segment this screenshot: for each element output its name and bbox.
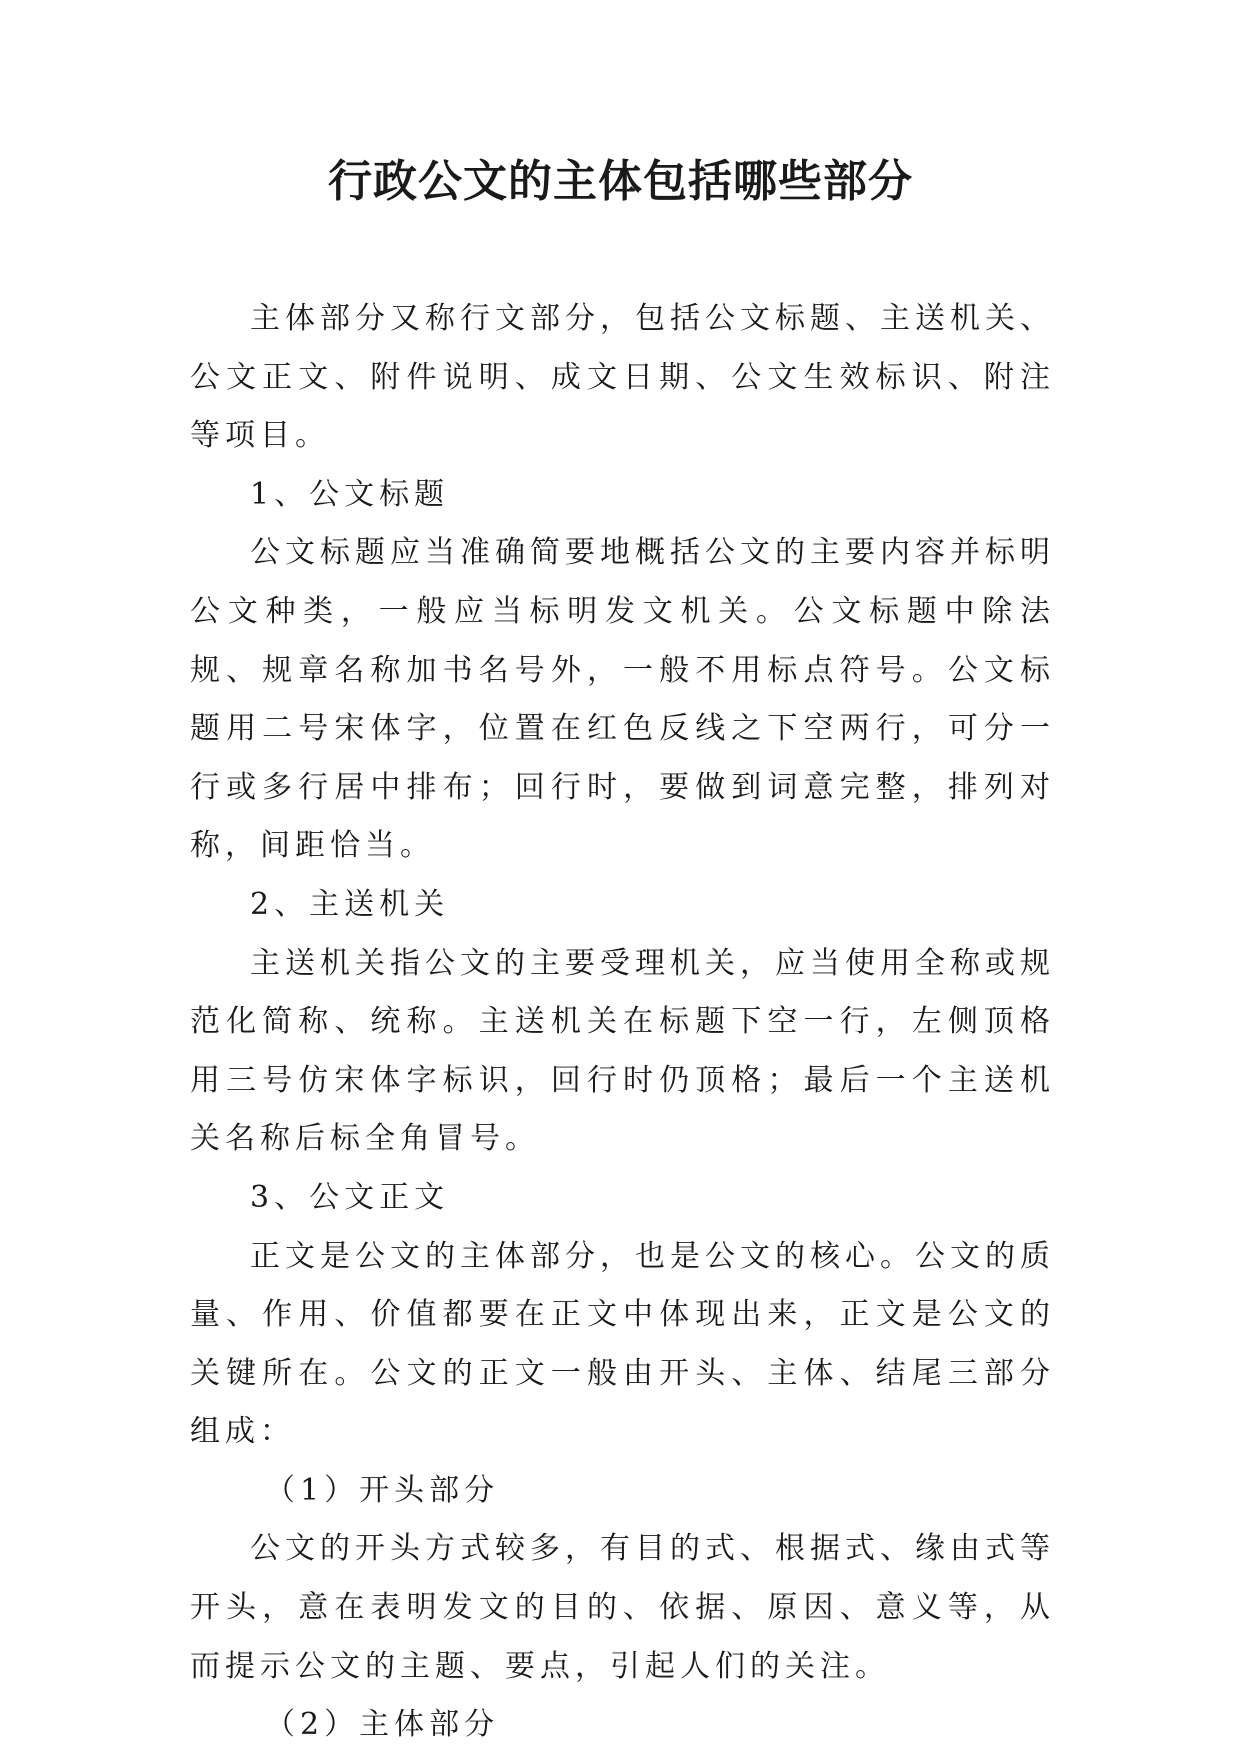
document-title: 行政公文的主体包括哪些部分 xyxy=(328,156,913,207)
paragraph-intro: 主体部分又称行文部分，包括公文标题、主送机关、公文正文、附件说明、成文日期、公文生效标识、附注等项目。 xyxy=(190,301,1055,454)
section-heading-title: 1、公文标题 xyxy=(250,476,450,512)
subsection-heading-opening: （1）开头部分 xyxy=(265,1472,500,1508)
paragraph-opening: 公文的开头方式较多，有目的式、根据式、缘由式等开头，意在表明发文的目的、依据、原因、意义等，从而提示公文的主题、要点，引起人们的关注。 xyxy=(190,1531,1055,1684)
document-body xyxy=(190,290,1055,1755)
section-heading-body: 3、公文正文 xyxy=(250,1179,450,1215)
paragraph-body: 正文是公文的主体部分，也是公文的核心。公文的质量、作用、价值都要在正文中体现出来，正文是公文的关键所在。公文的正文一般由开头、主体、结尾三部分组成： xyxy=(190,1238,1055,1450)
paragraph-recipient: 主送机关指公文的主要受理机关，应当使用全称或规范化简称、统称。主送机关在标题下空一行，左侧顶格用三号仿宋体字标识，回行时仍顶格；最后一个主送机关名称后标全角冒号。 xyxy=(190,945,1055,1157)
paragraph-title: 公文标题应当准确简要地概括公文的主要内容并标明公文种类，一般应当标明发文机关。公文标题中除法规、规章名称加书名号外，一般不用标点符号。公文标题用二号宋体字，位置在红色反线之下空两行，可分一行或多行居中排布；回行时，要做到词意完整，排列对称，间距恰当。 xyxy=(190,535,1055,864)
subsection-heading-main: （2）主体部分 xyxy=(265,1707,500,1743)
section-heading-recipient: 2、主送机关 xyxy=(250,886,450,922)
